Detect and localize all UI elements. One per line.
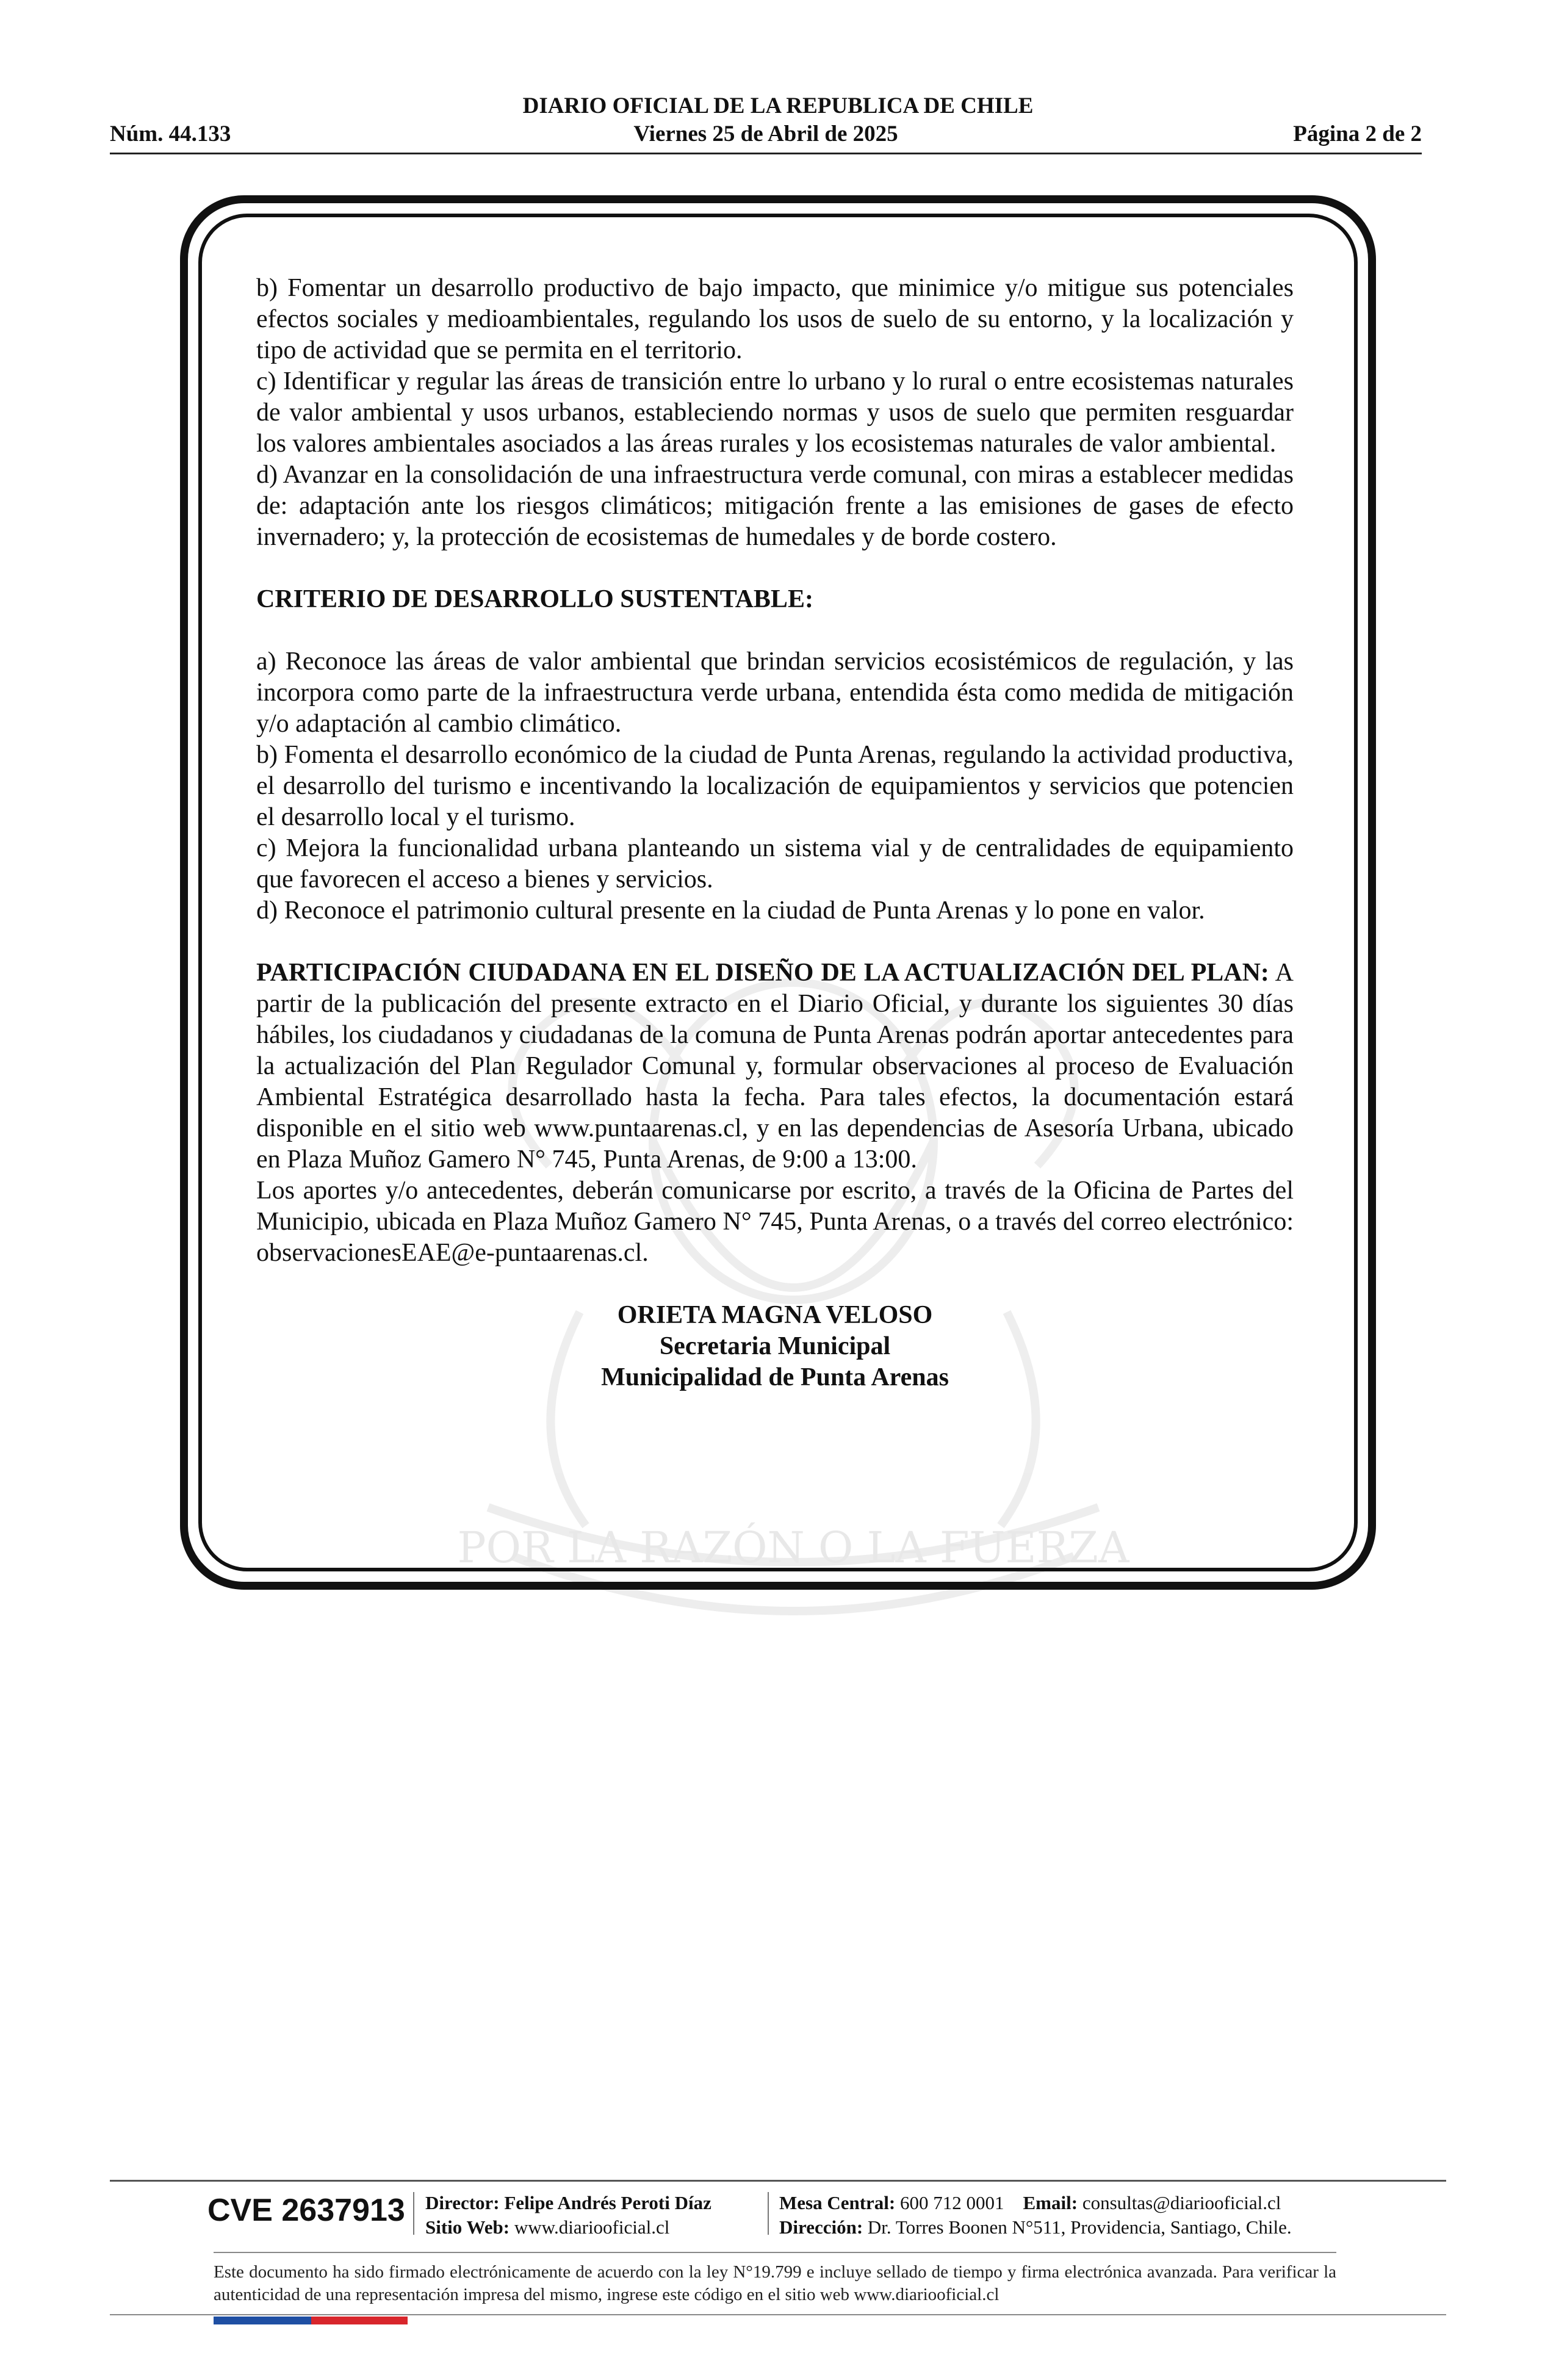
email-link[interactable]: consultas@diariooficial.cl bbox=[1082, 2192, 1281, 2213]
criteria-item-a: a) Reconoce las áreas de valor ambiental que brindan servicios ecosistémicos de regulación, y las incorpora como parte de la infraestructura verde urbana, entendida ésta como medida de mitigación y/o adaptación al cambio climático. bbox=[256, 647, 1294, 738]
criteria-heading: CRITERIO DE DESARROLLO SUSTENTABLE: bbox=[256, 585, 813, 613]
intro-item-d: d) Avanzar en la consolidación de una infraestructura verde comunal, con miras a establecer medidas de: adaptación ante los riesgos climáticos; mitigación frente a las emisiones de gases de efecto invernadero; y, la protección de ecosistemas de humedales y de borde costero. bbox=[256, 461, 1294, 551]
footer-separator bbox=[413, 2192, 414, 2235]
header-row bbox=[110, 121, 1422, 150]
footer-bottom-rule bbox=[110, 2314, 1446, 2315]
criteria-item-d: d) Reconoce el patrimonio cultural presente en la ciudad de Punta Arenas y lo pone en valor. bbox=[256, 896, 1205, 925]
director-name: Felipe Andrés Peroti Díaz bbox=[504, 2192, 711, 2213]
phone-value: 600 712 0001 bbox=[900, 2192, 1004, 2213]
site-link[interactable]: www.diariooficial.cl bbox=[514, 2216, 670, 2238]
extract-body bbox=[256, 273, 1294, 1393]
address-label: Dirección: bbox=[779, 2216, 863, 2238]
director-label: Director: bbox=[425, 2192, 500, 2213]
intro-item-c: c) Identificar y regular las áreas de transición entre lo urbano y lo rural o entre ecosistemas naturales de valor ambiental y usos urbanos, estableciendo normas y usos de suelo que permiten resguardar los valores ambientales asociados a las áreas rurales y los ecosistemas naturales de valor ambiental. bbox=[256, 367, 1294, 458]
address-value: Dr. Torres Boonen N°511, Providencia, Santiago, Chile. bbox=[867, 2216, 1292, 2238]
footer-separator bbox=[768, 2192, 769, 2235]
footer-contact-block bbox=[779, 2191, 1292, 2240]
signatory-organization: Municipalidad de Punta Arenas bbox=[601, 1363, 949, 1391]
contributions-paragraph: Los aportes y/o antecedentes, deberán comunicarse por escrito, a través de la Oficina de Partes del Municipio, ubicada en Plaza Muñoz Gamero N° 745, Punta Arenas, o a través del correo electrónico: observacionesEAE@e-puntaarenas.cl. bbox=[256, 1177, 1294, 1267]
criteria-item-c: c) Mejora la funcionalidad urbana planteando un sistema vial y de centralidades de equipamiento que favorecen el acceso a bienes y servicios. bbox=[256, 834, 1294, 893]
publication-date: Viernes 25 de Abril de 2025 bbox=[633, 121, 898, 146]
intro-item-b: b) Fomentar un desarrollo productivo de bajo impacto, que minimice y/o mitigue sus potenciales efectos sociales y medioambientales, regulando los usos de suelo de su entorno, y la localización y tipo de actividad que se permita en el territorio. bbox=[256, 274, 1294, 364]
participation-paragraph bbox=[256, 957, 1294, 1175]
page-number: Página 2 de 2 bbox=[1293, 121, 1422, 146]
participation-text: A partir de la publicación del presente extracto en el Diario Oficial, y durante los siguientes 30 días hábiles, los ciudadanos y ciudadanas de la comuna de Punta Arenas podrán aportar antecedentes para la actualización del Plan Regulador Comunal y, formular observaciones al proceso de Evaluación Ambiental Estratégica desarrollado hasta la fecha. Para tales efectos, la documentación estará disponible en el sitio web www.puntaarenas.cl, y en las dependencias de Asesoría Urbana, ubicado en Plaza Muñoz Gamero N° 745, Punta Arenas, de 9:00 a 13:00. bbox=[256, 959, 1294, 1174]
header-divider bbox=[110, 153, 1422, 154]
signatory-role: Secretaria Municipal bbox=[659, 1332, 891, 1360]
site-label: Sitio Web: bbox=[425, 2216, 510, 2238]
flag-stripe-blue bbox=[214, 2317, 311, 2324]
cve-code: CVE 2637913 bbox=[207, 2193, 405, 2228]
footer-director-block bbox=[425, 2191, 711, 2240]
footer-top-rule bbox=[110, 2180, 1446, 2182]
journal-title: DIARIO OFICIAL DE LA REPUBLICA DE CHILE bbox=[522, 93, 1034, 118]
flag-stripe-red bbox=[311, 2317, 408, 2324]
footer-legal-notice: Este documento ha sido firmado electrónicamente de acuerdo con la ley N°19.799 e incluye sellado de tiempo y firma electrónica avanzada. Para verificar la autenticidad de una representación impresa del mismo, ingrese este código en el sitio web www.diariooficial.cl bbox=[214, 2262, 1336, 2304]
participation-heading: PARTICIPACIÓN CIUDADANA EN EL DISEÑO DE LA ACTUALIZACIÓN DEL PLAN: bbox=[256, 959, 1269, 987]
watermark-motto: POR LA RAZÓN O LA FUERZA bbox=[457, 1523, 1129, 1573]
signatory-name: ORIETA MAGNA VELOSO bbox=[617, 1301, 933, 1329]
criteria-item-b: b) Fomenta el desarrollo económico de la ciudad de Punta Arenas, regulando la actividad productiva, el desarrollo del turismo e incentivando la localización de equipamientos y servicios que potencien el desarrollo local y el turismo. bbox=[256, 741, 1294, 831]
footer-middle-rule bbox=[214, 2252, 1336, 2253]
issue-number: Núm. 44.133 bbox=[110, 121, 231, 146]
email-label: Email: bbox=[1023, 2192, 1078, 2213]
phone-label: Mesa Central: bbox=[779, 2192, 896, 2213]
